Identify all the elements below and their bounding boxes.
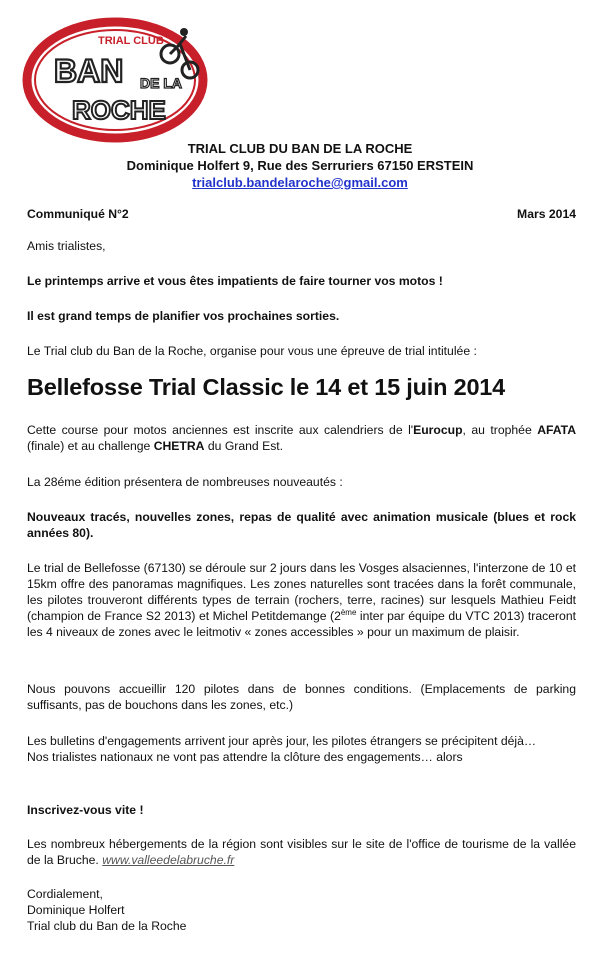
communique-row — [27, 206, 576, 222]
closing-line-3: Trial club du Ban de la Roche — [27, 919, 187, 933]
logo-top-text: TRIAL CLUB — [98, 35, 164, 47]
logo-line3: ROCHE — [72, 95, 166, 125]
course-paragraph — [27, 422, 576, 454]
details-paragraph — [27, 560, 576, 640]
club-name: TRIAL CLUB DU BAN DE LA ROCHE — [187, 141, 413, 156]
chetra-label: CHETRA — [153, 439, 205, 453]
communique-number: Communiqué N°2 — [27, 207, 129, 221]
course-text-4: du Grand Est. — [204, 439, 284, 453]
eurocup-label: Eurocup — [413, 423, 463, 437]
lodging-paragraph — [27, 836, 576, 868]
closing-line-2: Dominique Holfert — [27, 903, 125, 917]
signup-text: Inscrivez-vous vite ! — [27, 803, 144, 817]
closing-block — [27, 886, 576, 934]
course-text-3: (finale) et au challenge — [27, 439, 154, 453]
letterhead — [0, 140, 600, 191]
event-title: Bellefosse Trial Classic le 14 et 15 juin 2014 — [27, 374, 506, 400]
logo-line1: BAN — [54, 53, 124, 89]
course-text-1: Cette course pour motos anciennes est inscrite aux calendriers de l' — [27, 423, 414, 437]
vallee-link[interactable]: www.valleedelabruche.fr — [102, 853, 235, 867]
bulletins-line-1: Les bulletins d'engagements arrivent jour après jour, les pilotes étrangers se précipitent déjà… — [27, 734, 537, 748]
club-address: Dominique Holfert 9, Rue des Serruriers 67150 ERSTEIN — [126, 158, 474, 173]
details-text-1: Le trial de Bellefosse (67130) se déroule sur 2 jours dans les Vosges alsaciennes, l'interzone de 10 et 15km offre des panoramas magnifiques. Les zones naturelles sont tracées dans la forêt communale, les pilotes trouveront différents types de terrain (rochers, terre, racines) sur lesquels Mathieu Feidt (champion de France S2 2013) et Michel Petitdemange (2 — [27, 561, 576, 623]
intro-line-1: Le printemps arrive et vous êtes impatients de faire tourner vos motos ! — [27, 274, 443, 288]
organise-text: Le Trial club du Ban de la Roche, organise pour vous une épreuve de trial intitulée : — [27, 344, 477, 358]
logo-line2: DE LA — [140, 75, 182, 91]
lodging-text: Les nombreux hébergements de la région sont visibles sur le site de l'office de tourisme de la vallée de la Bruche. — [27, 837, 576, 867]
greeting: Amis trialistes, — [27, 239, 106, 253]
news-text: Nouveaux tracés, nouvelles zones, repas de qualité avec animation musicale (blues et rock années 80). — [27, 510, 576, 540]
capacity-paragraph: Nous pouvons accueillir 120 pilotes dans de bonnes conditions. (Emplacements de parking suffisants, pas de bouchons dans les zones, etc.) — [27, 682, 576, 712]
email-link[interactable]: trialclub.bandelaroche@gmail.com — [192, 175, 408, 190]
course-text-2: , au trophée — [462, 423, 538, 437]
bulletins-line-2: Nos trialistes nationaux ne vont pas attendre la clôture des engagements… alors — [27, 750, 463, 764]
details-superscript: ème — [340, 607, 357, 617]
closing-line-1: Cordialement, — [27, 887, 103, 901]
intro-line-2: Il est grand temps de planifier vos prochaines sorties. — [27, 309, 340, 323]
club-logo — [20, 14, 210, 144]
edition-text: La 28éme édition présentera de nombreuses nouveautés : — [27, 475, 343, 489]
bulletins-paragraph — [27, 733, 576, 765]
details-text-2: inter par équipe du VTC 2013) traceront les 4 niveaux de zones avec le leitmotiv « zones accessibles » pour un maximum de plaisir. — [27, 609, 577, 639]
communique-date: Mars 2014 — [517, 207, 576, 221]
afata-label: AFATA — [537, 423, 576, 437]
